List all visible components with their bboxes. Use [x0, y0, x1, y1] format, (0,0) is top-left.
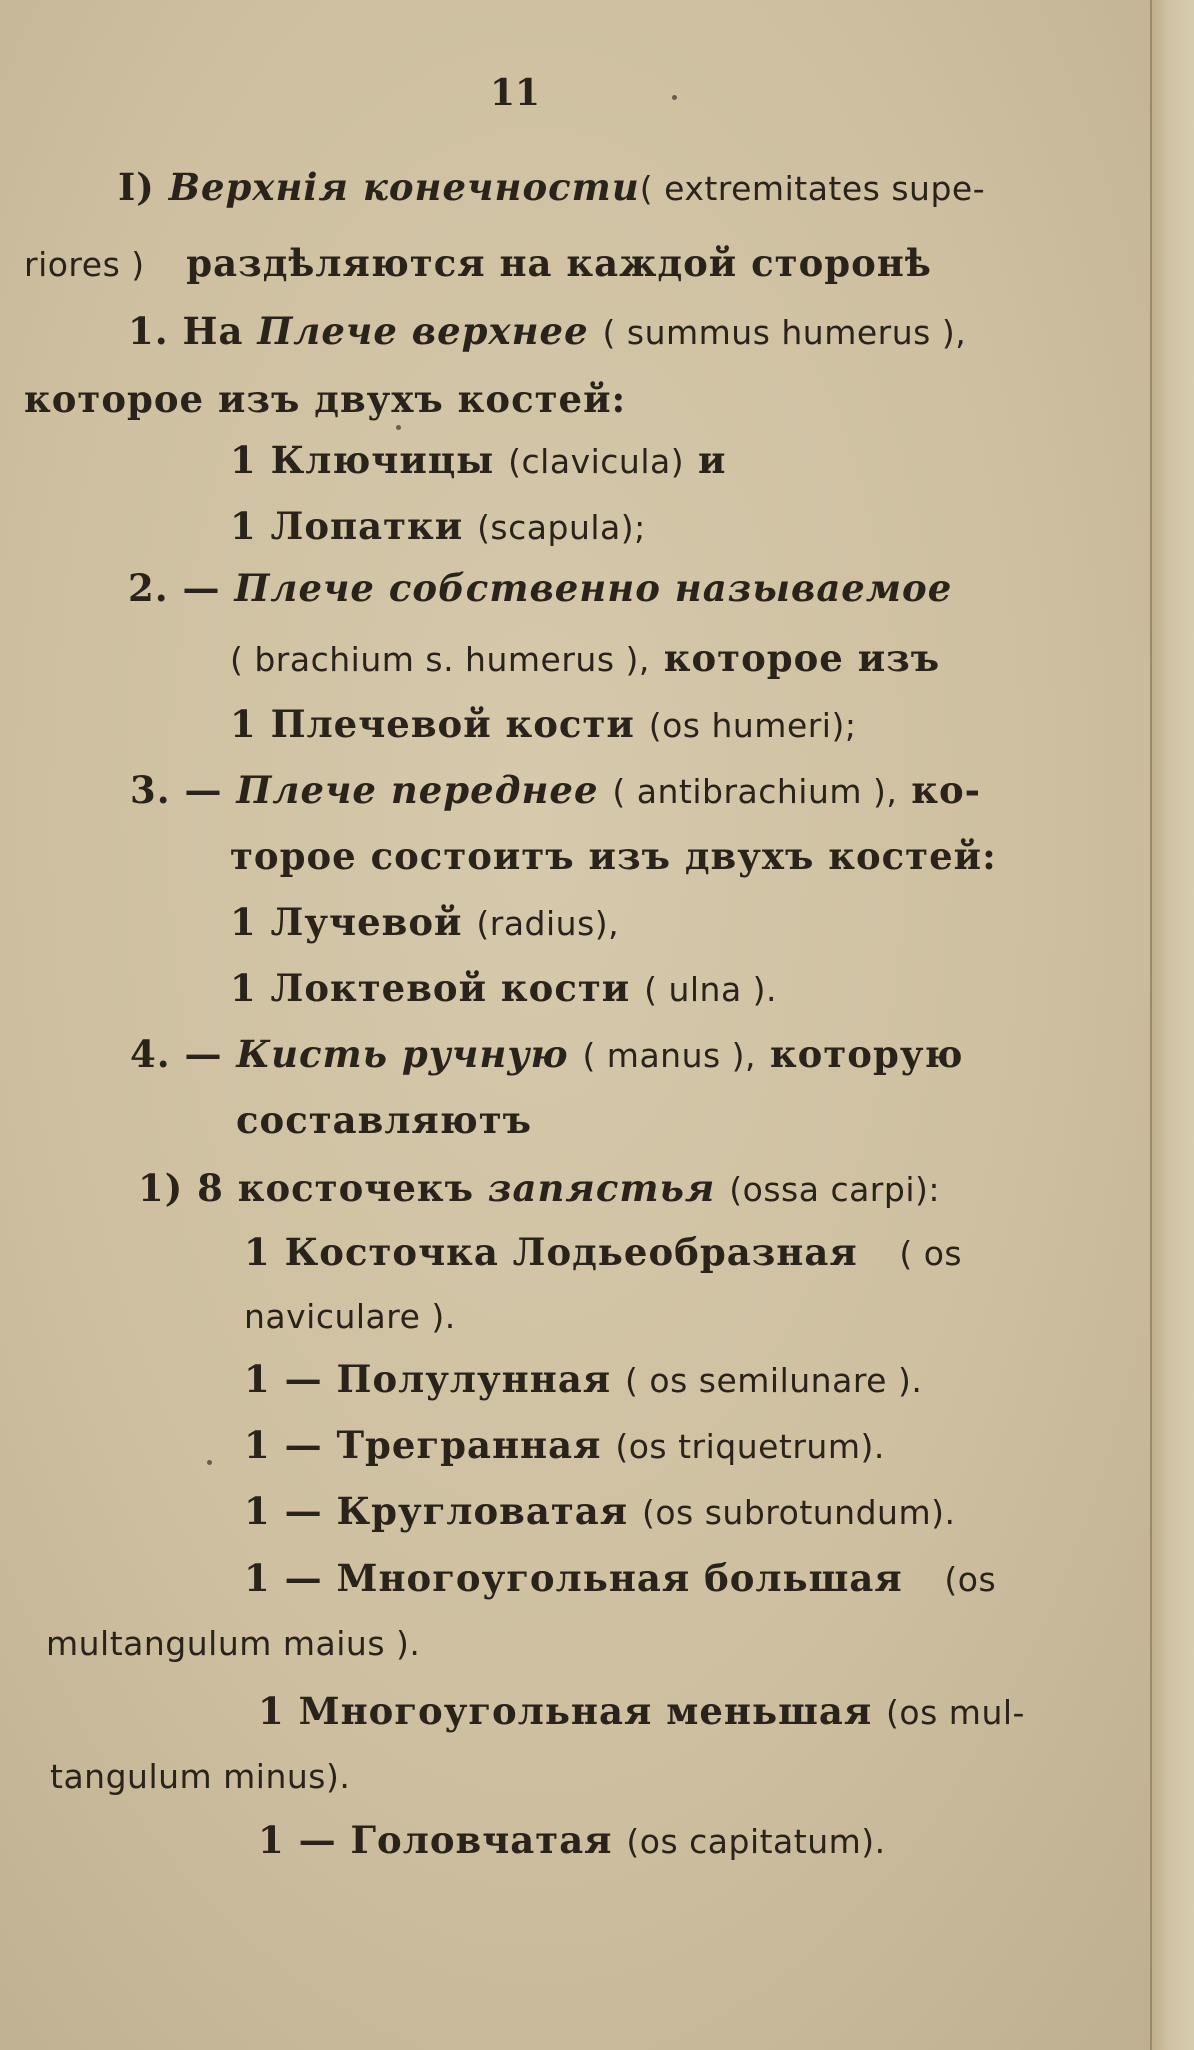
text-line: 4. — Кисть ручную ( manus ), которую — [130, 1032, 964, 1076]
text-line: 1 — Головчатая (os capitatum). — [258, 1818, 886, 1862]
text-line: 1 Плечевой кости (os humeri); — [230, 702, 857, 746]
text-line: ( brachium s. humerus ), которое изъ — [230, 636, 941, 680]
page-number: 11 — [490, 72, 541, 114]
text-line: 1 — Кругловатая (os subrotundum). — [244, 1489, 956, 1533]
ink-speck — [207, 1460, 212, 1465]
text-line: 1 — Многоугольная большая (os — [244, 1556, 997, 1600]
text-line: 3. — Плече переднее ( antibrachium ), ко- — [130, 768, 982, 812]
text-line: торое состоитъ изъ двухъ костей: — [230, 834, 997, 878]
text-line: 1 Ключицы (clavicula) и — [230, 438, 727, 482]
ink-speck — [396, 425, 401, 430]
text-line: 1 — Трегранная (os triquetrum). — [244, 1423, 885, 1467]
text-line: 1 Косточка Лодьеобразная ( os — [244, 1230, 963, 1274]
text-line: naviculare ). — [244, 1297, 456, 1336]
text-line: riores ) раздѣляются на каждой сторонѣ — [24, 241, 932, 285]
text-line: которое изъ двухъ костей: — [24, 377, 627, 421]
text-line: multangulum maius ). — [46, 1624, 421, 1663]
text-line: составляютъ — [236, 1098, 533, 1142]
text-line: 1 Многоугольная меньшая (os mul- — [258, 1689, 1025, 1733]
text-line: 1 Локтевой кости ( ulna ). — [230, 966, 778, 1010]
text-line: I) Верхнія конечности( extremitates supe- — [118, 165, 986, 209]
text-line: 2. — Плече собственно называемое — [128, 566, 953, 610]
text-line: 1 Лучевой (radius), — [230, 900, 620, 944]
text-line: 1 — Полулунная ( os semilunare ). — [244, 1357, 923, 1401]
page-edge — [1150, 0, 1194, 2050]
text-line: 1) 8 косточекъ запястья (ossa carpi): — [138, 1166, 940, 1210]
text-line: 1 Лопатки (scapula); — [230, 504, 646, 548]
ink-speck — [672, 95, 677, 100]
text-line: tangulum minus). — [50, 1757, 351, 1796]
text-line: 1. На Плече верхнее ( summus humerus ), — [128, 309, 967, 353]
